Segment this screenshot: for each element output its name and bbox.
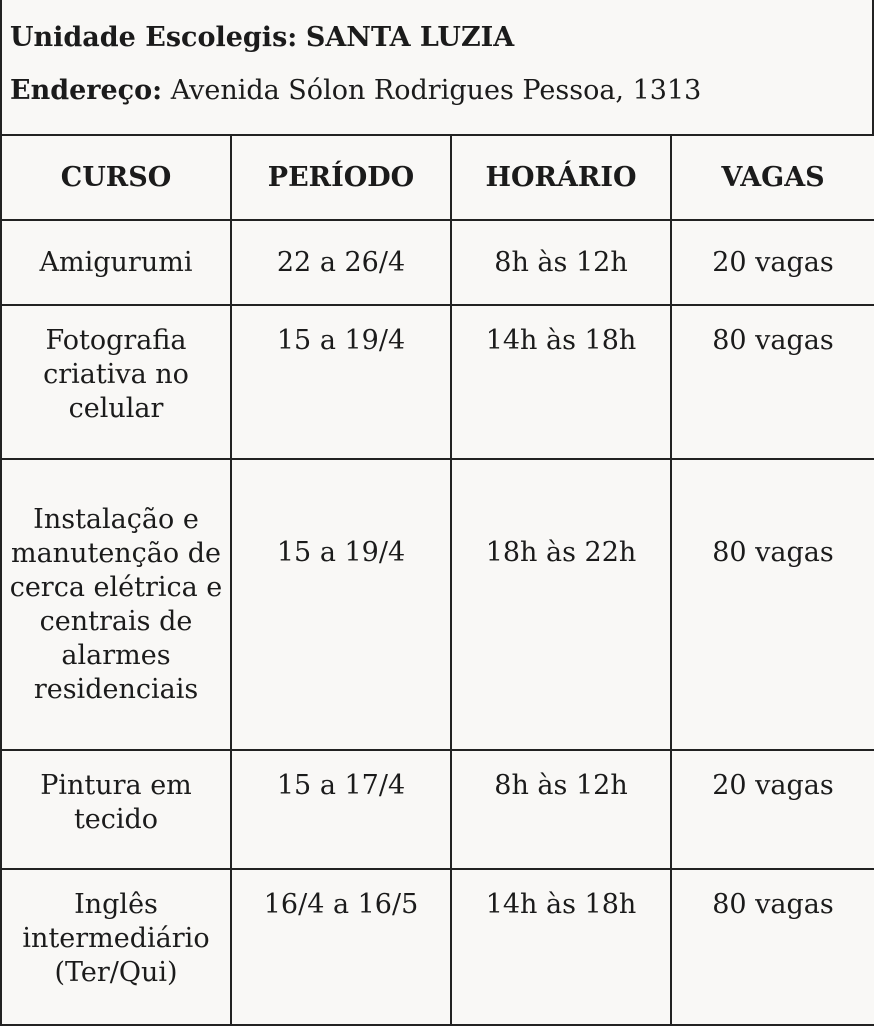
column-header-vagas: VAGAS [671,135,874,220]
cell-periodo: 16/4 a 16/5 [231,869,451,1025]
cell-curso: Pintura em tecido [1,750,231,869]
column-header-horario: HORÁRIO [451,135,671,220]
address-value: Avenida Sólon Rodrigues Pessoa, 1313 [170,75,702,106]
unit-name: SANTA LUZIA [305,22,515,53]
courses-table [0,134,874,1026]
cell-periodo: 22 a 26/4 [231,220,451,305]
unit-line [10,20,514,56]
unit-label: Unidade Escolegis: [10,22,298,53]
cell-vagas: 20 vagas [671,750,874,869]
table-row [1,869,874,1025]
table-header-row [1,135,874,220]
cell-curso: Fotografia criativa no celular [1,305,231,459]
column-header-periodo: PERÍODO [231,135,451,220]
cell-periodo: 15 a 19/4 [231,459,451,750]
cell-horario: 8h às 12h [451,220,671,305]
cell-curso: Instalação e manutenção de cerca elétrica e centrais de alarmes residenciais [1,459,231,750]
cell-vagas: 20 vagas [671,220,874,305]
cell-horario: 18h às 22h [451,459,671,750]
column-header-curso: CURSO [1,135,231,220]
cell-horario: 14h às 18h [451,305,671,459]
table-row [1,750,874,869]
cell-curso: Inglês intermediário (Ter/Qui) [1,869,231,1025]
cell-vagas: 80 vagas [671,305,874,459]
table-row [1,220,874,305]
cell-curso: Amigurumi [1,220,231,305]
cell-vagas: 80 vagas [671,459,874,750]
cell-horario: 14h às 18h [451,869,671,1025]
unit-header [0,0,874,136]
cell-horario: 8h às 12h [451,750,671,869]
address-label: Endereço: [10,75,163,106]
table-row [1,459,874,750]
cell-periodo: 15 a 19/4 [231,305,451,459]
cell-periodo: 15 a 17/4 [231,750,451,869]
table-row [1,305,874,459]
address-line [10,73,701,109]
cell-vagas: 80 vagas [671,869,874,1025]
